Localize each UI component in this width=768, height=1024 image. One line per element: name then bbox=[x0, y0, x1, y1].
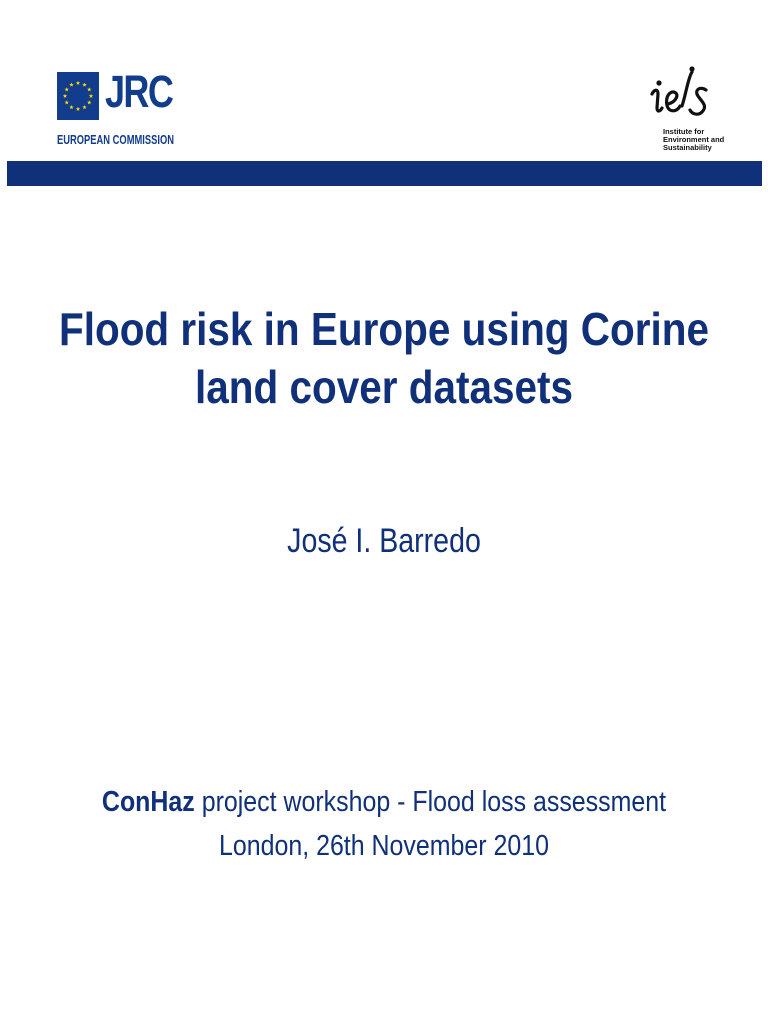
jrc-wordmark: JRC bbox=[105, 66, 173, 117]
event-info bbox=[54, 780, 714, 868]
project-name: ConHaz bbox=[101, 786, 195, 818]
slide-title bbox=[46, 300, 722, 416]
eu-flag-icon bbox=[57, 72, 99, 120]
european-commission-label: EUROPEAN COMMISSION bbox=[57, 132, 175, 147]
title-line: Flood risk in Europe using Corine bbox=[59, 303, 709, 355]
title-line: land cover datasets bbox=[195, 361, 573, 413]
ies-caption bbox=[663, 128, 724, 152]
event-line bbox=[54, 780, 714, 824]
ies-caption-line: Institute for bbox=[663, 127, 705, 136]
jrc-logo bbox=[57, 66, 175, 152]
place-date: London, 26th November 2010 bbox=[218, 830, 549, 862]
ies-logo bbox=[646, 64, 736, 156]
header-band bbox=[7, 161, 762, 186]
workshop-label: project workshop - Flood loss assessment bbox=[194, 786, 667, 818]
ies-logo-mark-icon bbox=[646, 64, 716, 128]
ies-caption-line: Environment and bbox=[663, 135, 725, 144]
ies-caption-line: Sustainability bbox=[663, 143, 712, 152]
author-name: José I. Barredo bbox=[287, 522, 481, 560]
